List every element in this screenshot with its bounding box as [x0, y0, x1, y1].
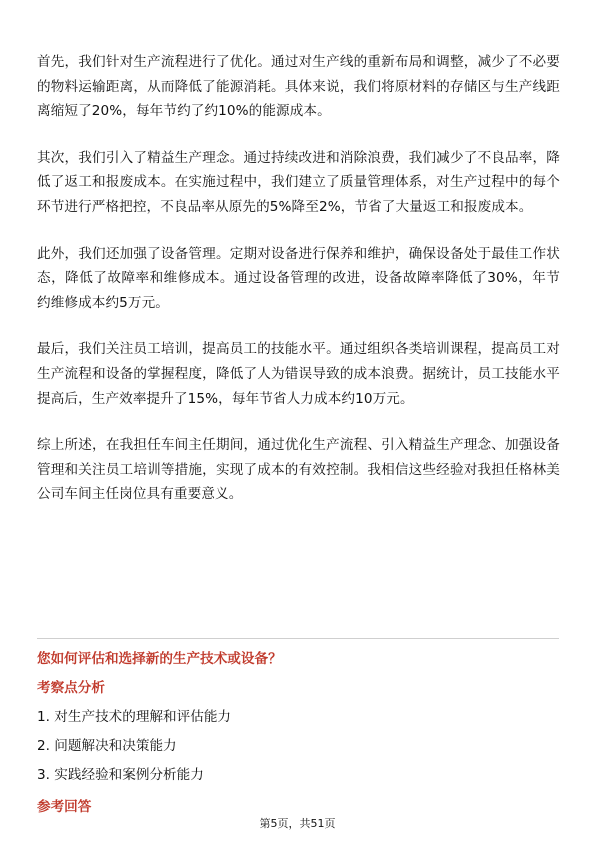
list-item: 3. 实践经验和案例分析能力 [37, 767, 204, 783]
answer-body [37, 50, 560, 529]
paragraph-staff-training: 最后，我们关注员工培训，提高员工的技能水平。通过组织各类培训课程，提高员工对生产流程和设备的掌握程度，降低了人为错误导致的成本浪费。据统计，员工技能水平提高后，生产效率提升了15%，每年节省人力成本约10万元。 [37, 341, 560, 407]
paragraph-equipment-management: 此外，我们还加强了设备管理。定期对设备进行保养和维护，确保设备处于最佳工作状态，降低了故障率和维修成本。通过设备管理的改进，设备故障率降低了30%，年节约维修成本约5万元。 [37, 245, 560, 311]
analysis-heading: 考察点分析 [37, 680, 105, 696]
reference-answer-heading: 参考回答 [37, 799, 92, 815]
analysis-list [37, 703, 231, 790]
list-item: 1. 对生产技术的理解和评估能力 [37, 709, 232, 725]
paragraph-lean-production: 其次，我们引入了精益生产理念。通过持续改进和消除浪费，我们减少了不良品率，降低了返工和报废成本。在实施过程中，我们建立了质量管理体系，对生产过程中的每个环节进行严格把控，不良品率从原先的5%降至2%，节省了大量返工和报废成本。 [37, 149, 560, 215]
paragraph-summary: 综上所述，在我担任车间主任期间，通过优化生产流程、引入精益生产理念、加强设备管理和关注员工培训等措施，实现了成本的有效控制。我相信这些经验对我担任格林美公司车间主任岗位具有重要意义。 [37, 437, 560, 503]
section-divider [37, 638, 559, 639]
list-item: 2. 问题解决和决策能力 [37, 738, 177, 754]
question-heading: 您如何评估和选择新的生产技术或设备？ [37, 651, 282, 667]
paragraph-process-optimization: 首先，我们针对生产流程进行了优化。通过对生产线的重新布局和调整，减少了不必要的物料运输距离，从而降低了能源消耗。具体来说，我们将原材料的存储区与生产线距离缩短了20%，每年节约了约10%的能源成本。 [37, 54, 560, 120]
page-number: 第5页，共51页 [259, 817, 336, 830]
